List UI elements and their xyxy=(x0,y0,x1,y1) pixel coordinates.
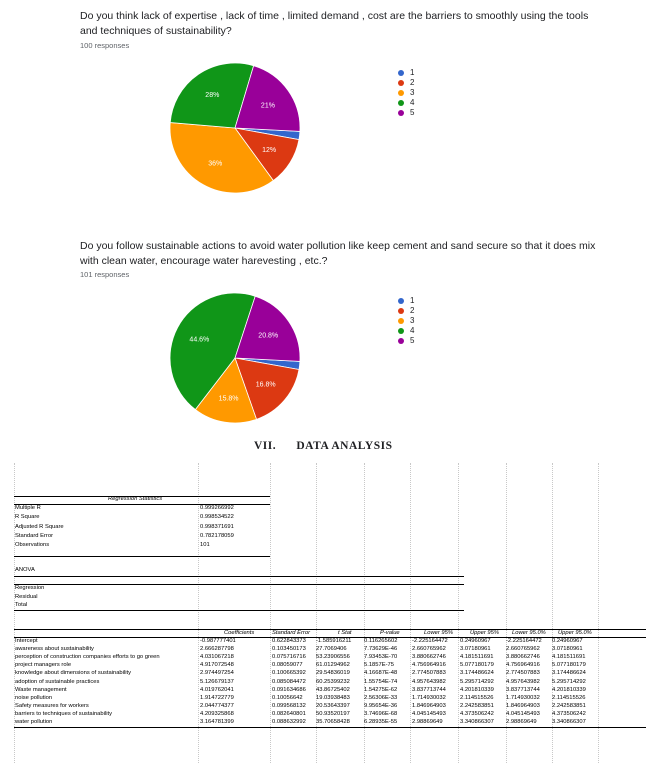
coef-value: -1.585916211 xyxy=(316,638,352,644)
coef-value: 0.082640801 xyxy=(272,710,306,717)
coef-value: 1.914722779 xyxy=(200,694,234,701)
legend-label: 5 xyxy=(410,108,415,117)
legend-label: 4 xyxy=(410,98,415,107)
coef-value: 0.08059077 xyxy=(272,662,303,669)
coef-row-label: adoption of sustainable practices xyxy=(15,678,100,685)
coef-value: 5.295714292 xyxy=(460,678,494,685)
coef-value: 3.07180961 xyxy=(460,646,491,653)
coef-value: 3.880662746 xyxy=(412,654,446,661)
coef-header: P-value xyxy=(380,630,400,636)
stat-value: 101 xyxy=(200,542,210,549)
stat-value: 0.998371691 xyxy=(200,523,234,530)
coef-value: 3.07180961 xyxy=(552,646,583,653)
legend-label: 4 xyxy=(410,326,415,335)
survey-question-1: Do you think lack of expertise , lack of time , limited demand , cost are the barriers to smoothly using the tools and techniques of sustainability? xyxy=(80,10,589,37)
coef-value: 7.93453E-70 xyxy=(364,654,398,661)
coef-value: 5.077180179 xyxy=(552,662,586,669)
coef-value: 1.846964903 xyxy=(506,702,540,709)
coef-value: 4.201810339 xyxy=(460,686,494,693)
coef-value: 2.98869649 xyxy=(412,719,443,725)
coef-value: 0.085084472 xyxy=(272,678,306,685)
coef-header: Lower 95% xyxy=(424,630,454,636)
coef-row-label: Safety measures for workers xyxy=(15,702,89,709)
coef-value: 3.837713744 xyxy=(506,686,540,693)
coef-value: 2.660765962 xyxy=(506,646,540,653)
coef-value: 2.774507883 xyxy=(412,670,446,677)
coef-value: 3.837713744 xyxy=(412,686,446,693)
regression-stats-title: Regression Statistics xyxy=(108,496,163,502)
coef-value: -0.987777401 xyxy=(200,638,236,644)
coef-value: 4.957643982 xyxy=(506,678,540,685)
coef-value: 20.53643397 xyxy=(316,702,350,709)
coef-value: 4.031067218 xyxy=(200,654,234,661)
coef-value: 0.24960967 xyxy=(552,638,583,644)
coef-value: 7.73629E-46 xyxy=(364,646,398,653)
coef-value: 4.373506242 xyxy=(460,710,494,717)
stat-value: 0.998534522 xyxy=(200,514,234,521)
pie2-label-4: 44.6% xyxy=(189,336,210,344)
pie2-label-3: 15.8% xyxy=(218,395,239,403)
coef-row-label: Waste management xyxy=(15,686,67,693)
coef-value: 1.55754E-74 xyxy=(364,678,398,685)
stat-label: Adjusted R Square xyxy=(15,523,64,530)
coef-value: 19.03938483 xyxy=(316,694,350,701)
coef-value: 1.54275E-62 xyxy=(364,686,398,693)
coef-header: Lower 95.0% xyxy=(512,630,546,636)
coef-header: Upper 95.0% xyxy=(558,630,592,636)
coef-value: 2.114515526 xyxy=(552,694,586,701)
stat-label: R Square xyxy=(15,514,40,521)
coef-value: 4.957643982 xyxy=(412,678,446,685)
legend-label: 2 xyxy=(410,306,415,315)
coef-value: 4.917072548 xyxy=(200,662,234,669)
stat-label: Multiple R xyxy=(15,505,41,511)
coef-header: Coefficients xyxy=(224,630,255,636)
coef-value: 6.28935E-55 xyxy=(364,719,398,725)
coef-value: 3.340866307 xyxy=(460,719,494,725)
coef-value: 2.242583851 xyxy=(552,702,586,709)
coef-value: 5.077180179 xyxy=(460,662,494,669)
anova-row-label: Regression xyxy=(15,585,45,591)
coef-value: 4.045145493 xyxy=(412,710,446,717)
coef-value: 1.714930032 xyxy=(506,694,540,701)
coef-row-label: awareness about sustainability xyxy=(15,646,94,653)
coef-value: 2.114515526 xyxy=(460,694,494,701)
coef-value: 3.340866307 xyxy=(552,719,586,725)
coef-value: 3.164781399 xyxy=(200,719,234,725)
coef-row-label: project managers role xyxy=(15,662,72,669)
section-heading: VII. DATA ANALYSIS xyxy=(254,440,393,452)
coef-value: 2.242583851 xyxy=(460,702,494,709)
coef-row-label: noise pollution xyxy=(15,694,53,701)
coef-value: 2.666287798 xyxy=(200,646,234,653)
coef-value: 3.880662746 xyxy=(506,654,540,661)
coef-value: 43.86725402 xyxy=(316,686,350,693)
pie1-label-4: 28% xyxy=(205,92,220,100)
coef-value: 1.714930032 xyxy=(412,694,446,701)
coef-value: 35.70658428 xyxy=(316,719,350,725)
coef-header: t Stat xyxy=(338,630,352,636)
coef-value: 2.660765962 xyxy=(412,646,446,653)
coef-row-label: perception of construction companies efforts to go green xyxy=(15,654,160,661)
anova-row-label: Residual xyxy=(15,593,38,600)
stat-label: Observations xyxy=(15,542,50,549)
coef-value: 61.01294962 xyxy=(316,662,350,669)
coef-value: 0.099568132 xyxy=(272,702,306,709)
coef-value: 0.103450173 xyxy=(272,646,306,653)
coef-row-label: water pollution xyxy=(15,719,53,725)
legend-label: 3 xyxy=(410,316,415,325)
coef-value: 50.93520197 xyxy=(316,710,350,717)
coef-value: 0.10056642 xyxy=(272,694,303,701)
pie2-label-2: 16.8% xyxy=(255,381,276,389)
stat-value: 0.999266992 xyxy=(200,505,234,511)
coef-value: -2.225164472 xyxy=(412,638,448,644)
pie1-label-2: 12% xyxy=(262,146,277,154)
coef-row-label: knowledge about dimensions of sustainability xyxy=(15,670,132,677)
coef-value: 0.24960967 xyxy=(460,638,491,644)
coef-value: 4.756964916 xyxy=(506,662,540,669)
coef-value: 4.756964916 xyxy=(412,662,446,669)
coef-value: 5.126679137 xyxy=(200,678,234,685)
coef-value: 4.181511691 xyxy=(460,654,494,661)
legend-label: 2 xyxy=(410,78,415,87)
coef-value: 0.116265602 xyxy=(364,638,398,644)
survey-responses-2: 101 responses xyxy=(80,270,130,279)
coef-value: 3.174486624 xyxy=(460,670,494,677)
anova-title: ANOVA xyxy=(15,567,35,573)
coef-value: 4.209325868 xyxy=(200,710,234,717)
coef-value: 2.974497254 xyxy=(200,670,234,677)
coef-value: 60.25399232 xyxy=(316,678,350,685)
coef-value: 29.54836019 xyxy=(316,670,350,677)
coef-value: 4.045145493 xyxy=(506,710,540,717)
coef-value: 0.100665392 xyxy=(272,670,306,677)
coef-value: 9.95654E-36 xyxy=(364,702,398,709)
coef-value: 4.16687E-48 xyxy=(364,670,398,677)
legend-label: 1 xyxy=(410,296,415,305)
coef-value: 0.091634686 xyxy=(272,686,306,693)
coef-value: 4.181511691 xyxy=(552,654,586,661)
coef-value: 5.295714292 xyxy=(552,678,586,685)
survey-question-2: Do you follow sustainable actions to avoid water pollution like keep cement and sand secure so that it does mix with clean water, encourage water harevesting , etc.? xyxy=(80,240,596,267)
pie1-label-5: 21% xyxy=(260,102,275,110)
coef-value: 4.373506242 xyxy=(552,710,586,717)
coef-header: Upper 95% xyxy=(470,630,500,636)
coef-value: 27.7069406 xyxy=(316,646,347,653)
pie1-label-3: 36% xyxy=(208,160,223,168)
coef-row-label: Intercept xyxy=(15,638,38,644)
legend-label: 1 xyxy=(410,68,415,77)
coef-value: -2.225164472 xyxy=(506,638,542,644)
coef-value: 0.622843373 xyxy=(272,638,306,644)
coef-value: 2.774507883 xyxy=(506,670,540,677)
survey-responses-1: 100 responses xyxy=(80,41,130,50)
coef-value: 2.56306E-33 xyxy=(364,694,398,701)
coef-value: 3.74696E-68 xyxy=(364,710,398,717)
coef-value: 4.019762041 xyxy=(200,686,234,693)
coef-header: Standard Error xyxy=(272,630,311,636)
legend-label: 5 xyxy=(410,336,415,345)
stat-label: Standard Error xyxy=(15,532,54,539)
coef-value: 2.98869649 xyxy=(506,719,537,725)
anova-row-label: Total xyxy=(15,602,28,608)
coef-value: 2.044774377 xyxy=(200,702,234,709)
coef-value: 0.088632992 xyxy=(272,719,306,725)
coef-value: 0.075716716 xyxy=(272,654,306,661)
stat-value: 0.782178059 xyxy=(200,532,234,539)
coef-value: 3.174486624 xyxy=(552,670,586,677)
coef-value: 4.201810339 xyxy=(552,686,586,693)
coef-row-label: barriers to techniques of sustainability xyxy=(15,710,112,717)
legend-label: 3 xyxy=(410,88,415,97)
coef-value: 5.1857E-75 xyxy=(364,662,394,669)
pie2-label-5: 20.8% xyxy=(258,332,279,340)
coef-value: 53.23906556 xyxy=(316,654,350,661)
coef-value: 1.846964903 xyxy=(412,702,446,709)
